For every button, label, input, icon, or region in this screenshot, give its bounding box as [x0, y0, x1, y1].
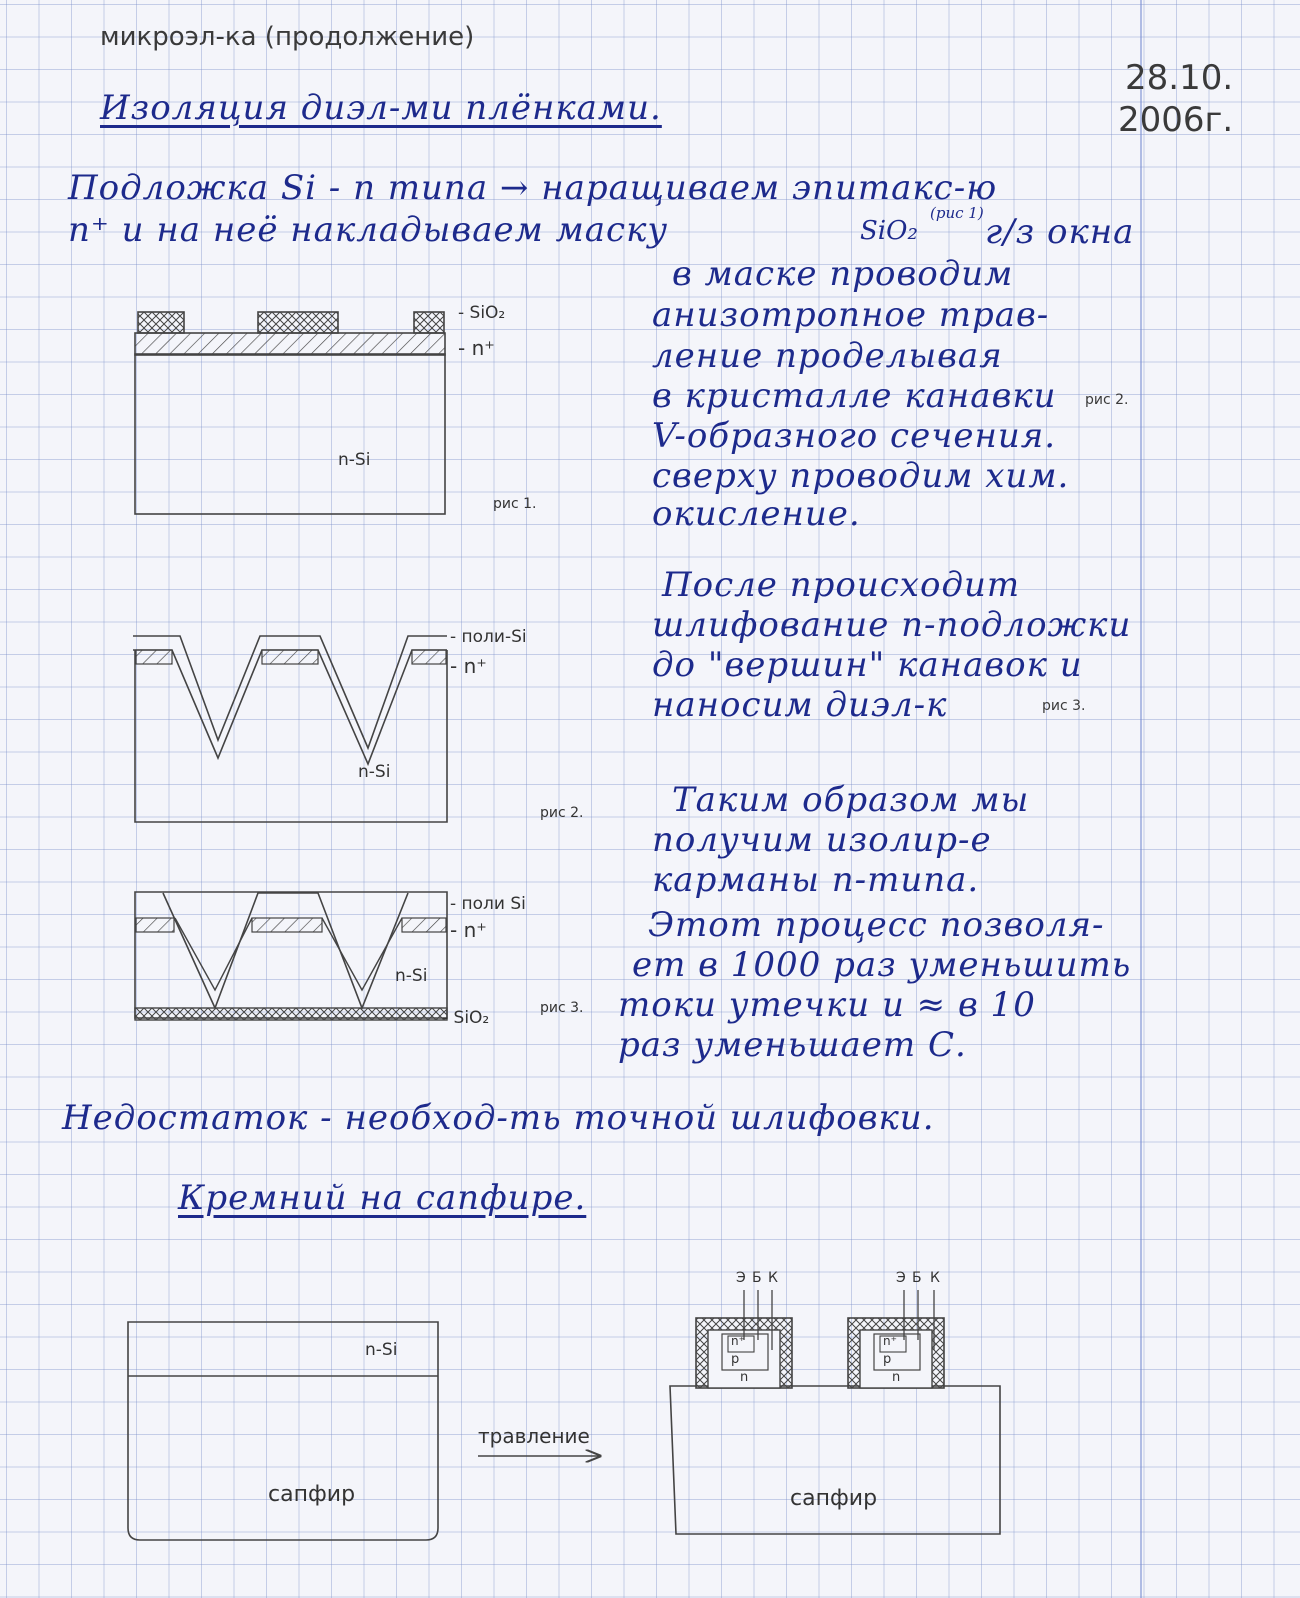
intro-line-2-end: г/з окна — [985, 212, 1135, 252]
t2-label-k: К — [930, 1270, 940, 1286]
fig3-label-sio2: - SiO₂ — [442, 1008, 490, 1028]
t2-label-base: p — [883, 1352, 892, 1367]
fig4-label-sapphire-right: сапфир — [790, 1486, 878, 1511]
fig3-label-n-plus: - n⁺ — [450, 918, 487, 942]
t1-label-e: Э — [736, 1270, 746, 1286]
t1-label-k: К — [768, 1270, 778, 1286]
fig3-n-plus-left — [136, 918, 174, 932]
fig3-n-plus-right — [402, 918, 446, 932]
benefit-line: ет в 1000 раз уменьшить — [632, 945, 1132, 985]
fig3-caption: рис 3. — [540, 1000, 584, 1016]
fig1-label-n-plus: - n⁺ — [458, 336, 495, 360]
fig3-poly-si-vgroove — [163, 893, 408, 1008]
section-title-silicon-on-sapphire: Кремний на сапфире. — [178, 1178, 587, 1218]
section-title-dielectric-isolation: Изоляция диэл-ми плёнками. — [100, 88, 662, 128]
benefit-line: раз уменьшает С. — [618, 1025, 967, 1065]
fig3-sio2-bottom-layer — [135, 1008, 447, 1020]
etch-line: окисление. — [652, 494, 861, 534]
intro-formula-sio2: SiO₂ — [860, 216, 918, 246]
fig2-n-plus-middle — [262, 650, 318, 664]
intro-fig-ref: (рис 1) — [930, 204, 984, 222]
figure-1 — [135, 312, 445, 514]
grind-line: наносим диэл-к — [652, 685, 948, 725]
result-line: получим изолир-е — [652, 820, 992, 860]
fig1-caption: рис 1. — [493, 496, 537, 512]
fig1-label-sio2: - SiO₂ — [458, 303, 506, 323]
etch-line: анизотропное трав- — [652, 295, 1050, 335]
t1-label-base: p — [731, 1352, 740, 1367]
etch-line: V-образного сечения. — [652, 416, 1057, 456]
fig3-n-plus-middle — [252, 918, 322, 932]
fig1-sio2-mask-middle — [258, 312, 338, 333]
grind-line: После происходит — [662, 565, 1021, 605]
grind-line: шлифование n-подложки — [652, 605, 1132, 645]
fig2-substrate-outline — [135, 650, 447, 822]
result-line: Таким образом мы — [672, 780, 1030, 820]
fig1-sio2-mask-right — [414, 312, 444, 333]
fig1-n-si-substrate — [135, 354, 445, 514]
subject-heading: микроэл-ка (продолжение) — [100, 22, 475, 52]
fig2-label-n-si: n-Si — [358, 762, 391, 782]
fig4-label-etching: травление — [478, 1424, 590, 1448]
result-line: карманы n-типа. — [652, 860, 980, 900]
fig3-ref: рис 3. — [1042, 698, 1086, 714]
t2-label-emitter: n⁺ — [883, 1334, 897, 1348]
date-line-1: 28.10. — [1125, 58, 1234, 98]
intro-line-1: Подложка Si - n типа → наращиваем эпитакс-ю — [68, 168, 998, 208]
fig2-ref: рис 2. — [1085, 392, 1129, 408]
fig2-caption: рис 2. — [540, 805, 584, 821]
grind-line: до "вершин" канавок и — [652, 645, 1083, 685]
t2-label-collector: n — [892, 1370, 901, 1385]
drawback-line: Недостаток - необход-ть точной шлифовки. — [62, 1098, 935, 1138]
fig2-label-n-plus: - n⁺ — [450, 654, 487, 678]
t2-label-b: Б — [912, 1270, 922, 1286]
benefit-line: токи утечки и ≈ в 10 — [618, 985, 1036, 1025]
etch-line: в маске проводим — [672, 254, 1014, 294]
fig3-label-poly-si: - поли Si — [450, 894, 526, 914]
date-line-2: 2006г. — [1118, 100, 1234, 140]
etch-line: в кристалле канавки — [652, 376, 1057, 416]
etch-line: ление проделывая — [652, 336, 1003, 376]
etch-line: сверху проводим хим. — [652, 456, 1070, 496]
fig2-label-poly-si: - поли-Si — [450, 627, 527, 647]
fig4-label-n-si: n-Si — [365, 1340, 398, 1360]
figure-2 — [133, 636, 447, 822]
fig3-label-n-si: n-Si — [395, 966, 428, 986]
t1-label-collector: n — [740, 1370, 749, 1385]
figure-3 — [135, 892, 447, 1020]
intro-line-2: n⁺ и на неё накладываем маску — [68, 210, 669, 250]
fig2-poly-si-inner — [133, 650, 447, 764]
t1-label-emitter: n⁺ — [731, 1334, 745, 1348]
fig1-sio2-mask-left — [138, 312, 184, 333]
t1-label-b: Б — [752, 1270, 762, 1286]
fig1-label-n-si: n-Si — [338, 450, 371, 470]
fig2-n-plus-right — [412, 650, 446, 664]
fig2-n-plus-left — [136, 650, 172, 664]
fig4-label-sapphire-left: сапфир — [268, 1482, 356, 1507]
fig1-n-plus-layer — [135, 333, 445, 355]
sapphire-wafer-right — [670, 1386, 1000, 1534]
benefit-line: Этот процесс позволя- — [648, 905, 1105, 945]
t2-label-e: Э — [896, 1270, 906, 1286]
